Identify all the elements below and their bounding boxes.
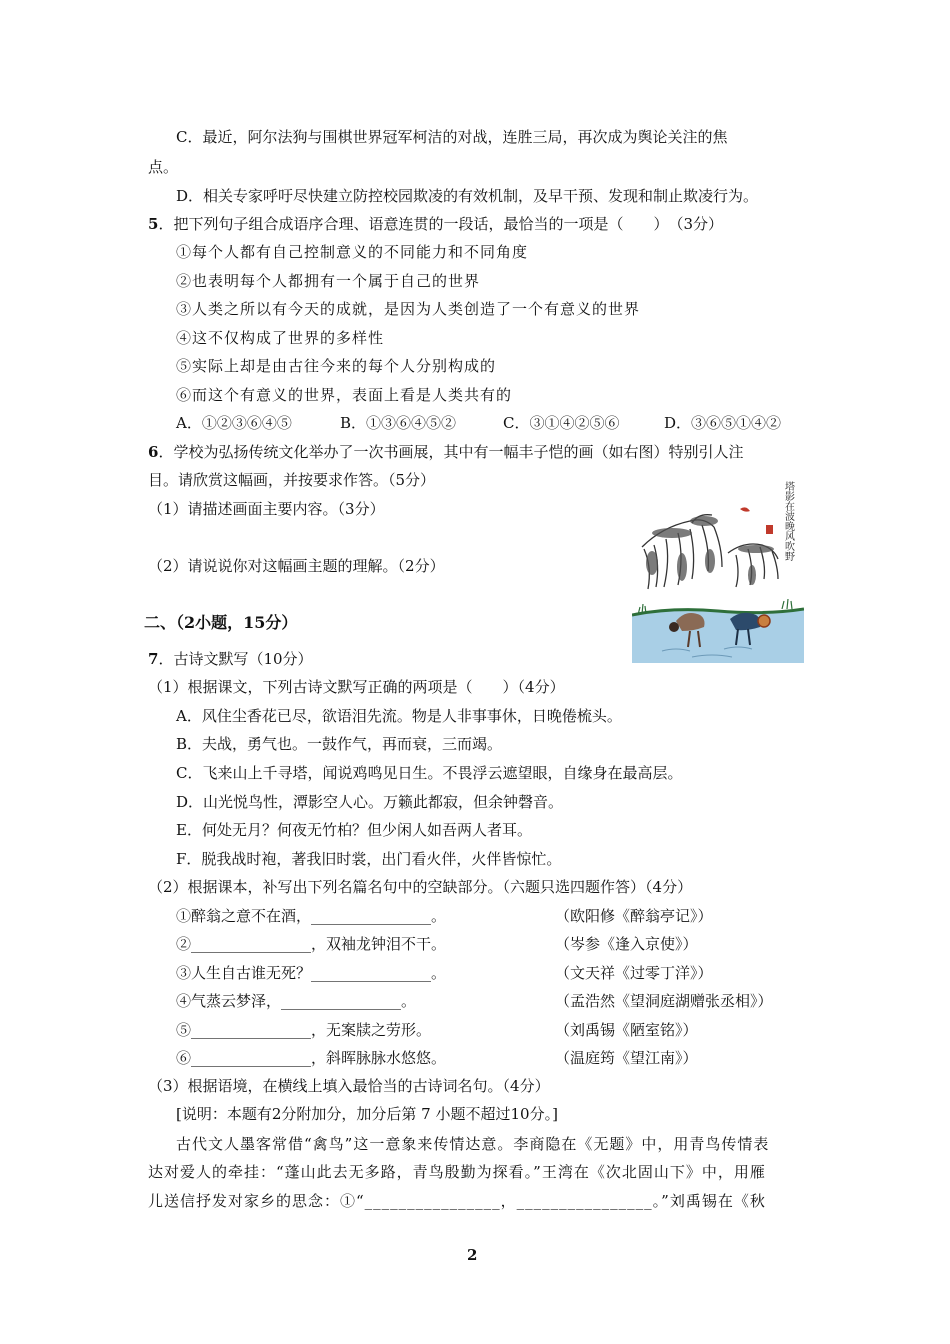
willow-foliage	[646, 516, 774, 585]
q7-part2-item-5: ⑤________________，无案牍之劳形。	[176, 1021, 432, 1039]
q6-number: 6	[148, 443, 159, 461]
q7-stem-text: ．古诗文默写（10分）	[158, 650, 313, 668]
q7-part1-option-d: D．山光悦鸟性，潭影空人心。万籁此都寂，但余钟磬音。	[176, 793, 564, 811]
q5-number: 5	[148, 215, 159, 233]
q7-part2: （2）根据课本，补写出下列名篇名句中的空缺部分。（六题只选四题作答）（4分）	[148, 878, 693, 896]
q5-option-b: B．①③⑥④⑤②	[340, 414, 457, 432]
q7-part2-item-1: ①醉翁之意不在酒，________________。	[176, 907, 447, 925]
painting-seal	[766, 525, 773, 534]
page-number: 2	[467, 1246, 478, 1264]
q5-option-c: C．③①④②⑤⑥	[503, 414, 620, 432]
q5-sentence-1: ①每个人都有自己控制意义的不同能力和不同角度	[176, 243, 529, 261]
q7-part3: （3）根据语境，在横线上填入最恰当的古诗词名句。（4分）	[148, 1077, 550, 1095]
q7-part2-item-4: ④气蒸云梦泽，________________。	[176, 992, 417, 1010]
q7-part2-source-2: （岑参《逢入京使》）	[555, 935, 698, 953]
q7-part2-source-1: （欧阳修《醉翁亭记》）	[555, 907, 713, 925]
q7-part2-source-5: （刘禹锡《陋室铭》）	[555, 1021, 698, 1039]
q5-stem	[148, 214, 723, 234]
q6-sub1: （1）请描述画面主要内容。（3分）	[148, 500, 385, 518]
q7-part2-item-6: ⑥________________，斜晖脉脉水悠悠。	[176, 1049, 447, 1067]
q6-stem-line1	[148, 442, 743, 462]
q4-option-c-line2: 点。	[148, 158, 179, 176]
q5-sentence-5: ⑤实际上却是由古往今来的每个人分别构成的	[176, 357, 497, 375]
q7-passage-line1: 古代文人墨客常借“禽鸟”这一意象来传情达意。李商隐在《无题》中，用青鸟传情表	[176, 1135, 770, 1153]
q4-option-c-line1: C．最近，阿尔法狗与围棋世界冠军柯洁的对战，连胜三局，再次成为舆论关注的焦	[176, 128, 728, 146]
q7-part2-item-3: ③人生自古谁无死？________________。	[176, 964, 447, 982]
q7-passage-line2: 达对爱人的牵挂：“蓬山此去无多路，青鸟殷勤为探看。”王湾在《次北固山下》中，用雁	[148, 1163, 766, 1181]
q7-part2-source-3: （文天祥《过零丁洋》）	[555, 964, 713, 982]
q5-option-d: D．③⑥⑤①④②	[664, 414, 782, 432]
q7-part1-option-b: B．夫战，勇气也。一鼓作气，再而衰，三而竭。	[176, 735, 503, 753]
q7-part1-option-a: A．风住尘香花已尽，欲语泪先流。物是人非事事休，日晚倦梳头。	[176, 707, 622, 725]
section-2-heading: 二、（2小题，15分）	[144, 613, 298, 632]
q6-stem-line2: 目。请欣赏这幅画，并按要求作答。（5分）	[148, 471, 436, 489]
q7-part1-option-f: F．脱我战时袍，著我旧时裳，出门看火伴，火伴皆惊忙。	[176, 850, 562, 868]
q7-part2-source-6: （温庭筠《望江南》）	[555, 1049, 698, 1067]
q5-sentence-4: ④这不仅构成了世界的多样性	[176, 329, 385, 347]
q6-stem-text: ．学校为弘扬传统文化举办了一次书画展，其中有一幅丰子恺的画（如右图）特别引人注	[158, 443, 744, 461]
q5-sentence-2: ②也表明每个人都拥有一个属于自己的世界	[176, 272, 481, 290]
q7-part1: （1）根据课文，下列古诗文默写正确的两项是（ ）（4分）	[148, 678, 565, 696]
q7-stem	[148, 649, 313, 669]
q5-stem-text: ．把下列句子组合成语序合理、语意连贯的一段话，最恰当的一项是（ ） （3分）	[158, 215, 723, 233]
q7-part1-option-e: E．何处无月？何夜无竹柏？但少闲人如吾两人者耳。	[176, 821, 532, 839]
q5-sentence-3: ③人类之所以有今天的成就，是因为人类创造了一个有意义的世界	[176, 300, 641, 318]
q7-part2-source-4: （孟浩然《望洞庭湖赠张丞相》）	[555, 992, 773, 1010]
q4-option-d: D．相关专家呼吁尽快建立防控校园欺凌的有效机制，及早干预、发现和制止欺凌行为。	[176, 187, 759, 205]
q7-number: 7	[148, 650, 159, 668]
q7-note: [说明：本题有2分附加分，加分后第 7 小题不超过10分。]	[176, 1105, 558, 1123]
q7-part1-option-c: C．飞来山上千寻塔，闻说鸡鸣见日生。不畏浮云遮望眼，自缘身在最高层。	[176, 764, 683, 782]
q7-part2-item-2: ②________________，双袖龙钟泪不干。	[176, 935, 447, 953]
painting-inscription: 塔影在波晚风吹野	[782, 481, 794, 561]
feng-zikai-painting	[632, 475, 804, 663]
q7-passage-line3: 儿送信抒发对家乡的思念：①“________________，________________。”刘禹锡在《秋	[148, 1192, 766, 1210]
painting-red-mark	[740, 507, 750, 511]
q6-sub2: （2）请说说你对这幅画主题的理解。（2分）	[148, 557, 445, 575]
q5-sentence-6: ⑥而这个有意义的世界，表面上看是人类共有的	[176, 386, 513, 404]
q5-option-a: A．①②③⑥④⑤	[176, 414, 292, 432]
